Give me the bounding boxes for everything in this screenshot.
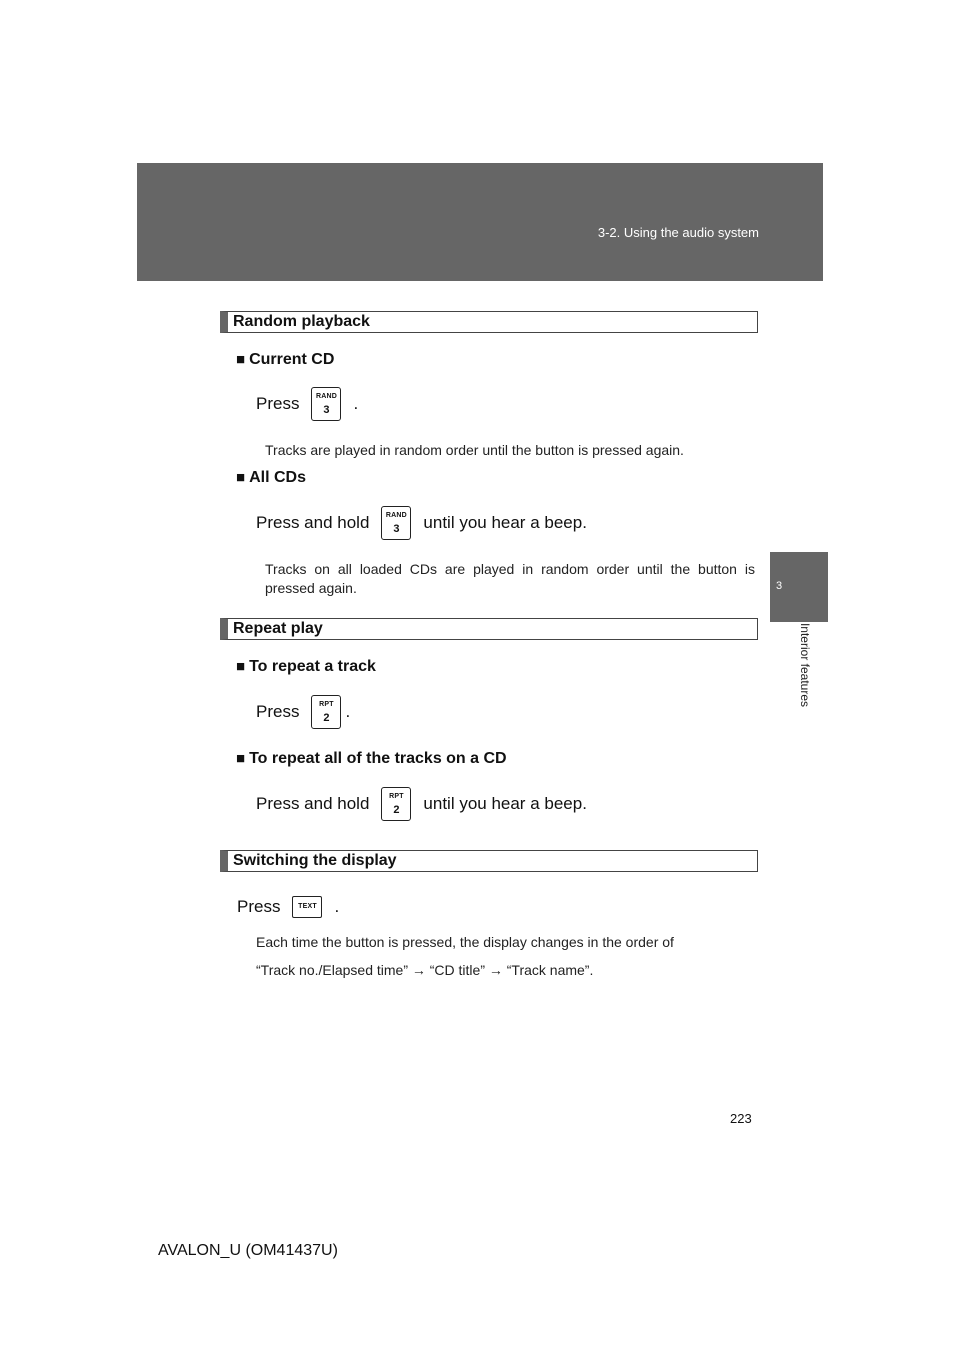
instruction-suffix: until you hear a beep. [423, 513, 587, 532]
note-display-line-1: Each time the button is pressed, the display changes in the order of [256, 934, 674, 950]
rand-3-key-icon: RAND 3 [381, 506, 411, 540]
section-title-random-playback: Random playback [220, 311, 758, 333]
bullet: ■ [236, 658, 246, 675]
instruction-repeat-all [256, 787, 587, 821]
model-code: AVALON_U (OM41437U) [158, 1242, 338, 1259]
page-number: 223 [730, 1111, 752, 1126]
instruction-suffix: . [334, 897, 340, 916]
instruction-suffix: . [345, 702, 351, 721]
section-title-repeat-play: Repeat play [220, 618, 758, 640]
instruction-text: Press [256, 702, 300, 721]
chapter-side-label: Interior features [798, 622, 812, 708]
subheading-all-cds [236, 469, 306, 487]
note-current-cd: Tracks are played in random order until the button is pressed again. [265, 442, 684, 458]
subheading-text: All CDs [249, 469, 306, 486]
subheading-text: To repeat all of the tracks on a CD [249, 750, 507, 767]
rpt-2-key-icon: RPT 2 [311, 695, 341, 729]
instruction-suffix: until you hear a beep. [423, 794, 587, 813]
subheading-repeat-all [236, 750, 507, 768]
text-key-icon: TEXT [292, 896, 322, 918]
instruction-switch-display [237, 896, 339, 918]
header-band [137, 163, 823, 281]
instruction-text: Press [237, 897, 281, 916]
rpt-2-key-icon: RPT 2 [381, 787, 411, 821]
bullet: ■ [236, 750, 246, 767]
subheading-text: Current CD [249, 351, 335, 368]
rand-3-key-icon: RAND 3 [311, 387, 341, 421]
section-title-switching-display: Switching the display [220, 850, 758, 872]
chapter-heading: 3-2. Using the audio system [597, 225, 759, 240]
instruction-text: Press [256, 394, 300, 413]
instruction-current-cd [256, 387, 358, 421]
instruction-repeat-track [256, 695, 350, 729]
instruction-text: Press and hold [256, 794, 370, 813]
bullet: ■ [236, 351, 246, 368]
subheading-repeat-track [236, 658, 376, 676]
instruction-suffix: . [353, 394, 359, 413]
instruction-text: Press and hold [256, 513, 370, 532]
instruction-all-cds [256, 506, 587, 540]
note-display-line-2: “Track no./Elapsed time” → “CD title” → “Track name”. [256, 962, 594, 978]
note-all-cds: Tracks on all loaded CDs are played in random order until the button is pressed again. [265, 561, 755, 596]
bullet: ■ [236, 469, 246, 486]
subheading-text: To repeat a track [249, 658, 376, 675]
chapter-number: 3 [776, 580, 783, 592]
subheading-current-cd [236, 351, 334, 369]
